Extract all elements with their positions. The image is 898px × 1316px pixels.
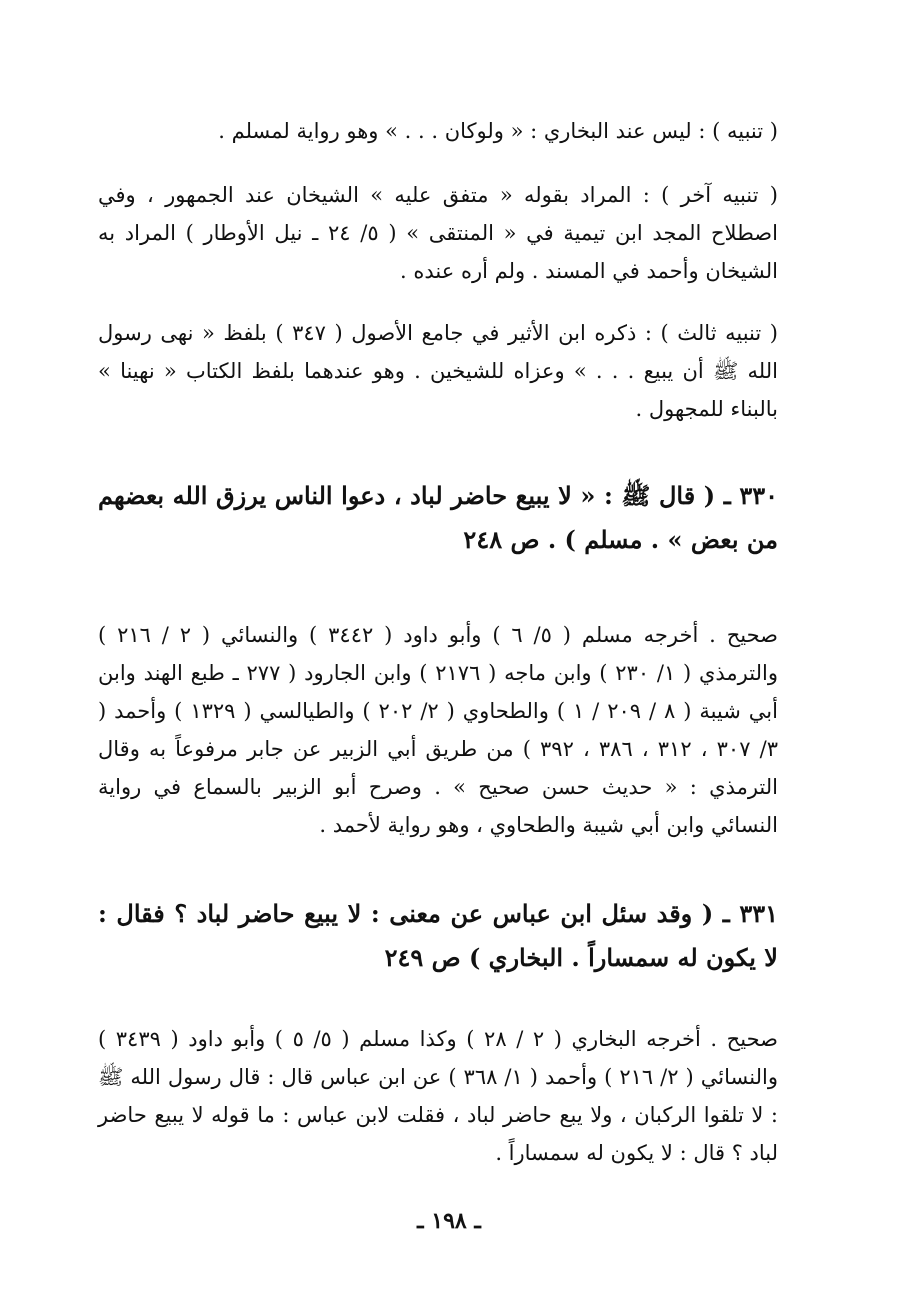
note-tanbih-thalith: [98, 314, 778, 428]
hadith-331: [98, 892, 778, 980]
takhrij-330: [98, 616, 778, 844]
hadith-text: ٣٣١ ـ ( وقد سئل ابن عباس عن معنى : لا يبيع حاضر لباد ؟ فقال : لا يكون له سمساراً . البخاري ) ص ٢٤٩: [98, 899, 778, 972]
takhrij-331: [98, 1020, 778, 1172]
note-text: ( تنبيه آخر ) : المراد بقوله « متفق عليه » الشيخان عند الجمهور ، وفي اصطلاح المجد ابن تيمية في « المنتقى » ( ٥/ ٢٤ ـ نيل الأوطار ) المراد به الشيخان وأحمد في المسند . ولم أره عنده .: [98, 183, 778, 283]
hadith-330: [98, 474, 778, 562]
page-number: ـ ١٩٨ ـ: [417, 1208, 481, 1234]
hadith-text: ٣٣٠ ـ ( قال ﷺ : « لا يبيع حاضر لباد ، دعوا الناس يرزق الله بعضهم من بعض » . مسلم ) . ص ٢٤٨: [98, 481, 778, 554]
note-tanbih-akhar: [98, 176, 778, 290]
note-text: ( تنبيه ثالث ) : ذكره ابن الأثير في جامع الأصول ( ٣٤٧ ) بلفظ « نهى رسول الله ﷺ أن يبيع . . . » وعزاه للشيخين . وهو عندهما بلفظ الكتاب « نهينا » بالبناء للمجهول .: [98, 321, 778, 421]
takhrij-text: صحيح . أخرجه البخاري ( ٢ / ٢٨ ) وكذا مسلم ( ٥/ ٥ ) وأبو داود ( ٣٤٣٩ ) والنسائي ( ٢/ ٢١٦ ) وأحمد ( ١/ ٣٦٨ ) عن ابن عباس قال : قال رسول الله ﷺ : لا تلقوا الركبان ، ولا يبع حاضر لباد ، فقلت لابن عباس : ما قوله لا يبيع حاضر لباد ؟ قال : لا يكون له سمساراً .: [98, 1027, 778, 1165]
note-text: ( تنبيه ) : ليس عند البخاري : « ولوكان . . . » وهو رواية لمسلم .: [218, 119, 778, 143]
takhrij-text: صحيح . أخرجه مسلم ( ٥/ ٦ ) وأبو داود ( ٣٤٤٢ ) والنسائي ( ٢ / ٢١٦ ) والترمذي ( ١/ ٢٣٠ ) وابن ماجه ( ٢١٧٦ ) وابن الجارود ( ٢٧٧ ـ طبع الهند وابن أبي شيبة ( ٨ / ٢٠٩ / ١ ) والطحاوي ( ٢/ ٢٠٢ ) والطيالسي ( ١٣٢٩ ) وأحمد ( ٣/ ٣٠٧ ، ٣١٢ ، ٣٨٦ ، ٣٩٢ ) من طريق أبي الزبير عن جابر مرفوعاً به وقال الترمذي : « حديث حسن صحيح » . وصرح أبو الزبير بالسماع في رواية النسائي وابن أبي شيبة والطحاوي ، وهو رواية لأحمد .: [98, 623, 778, 837]
note-tanbih: [98, 112, 778, 150]
